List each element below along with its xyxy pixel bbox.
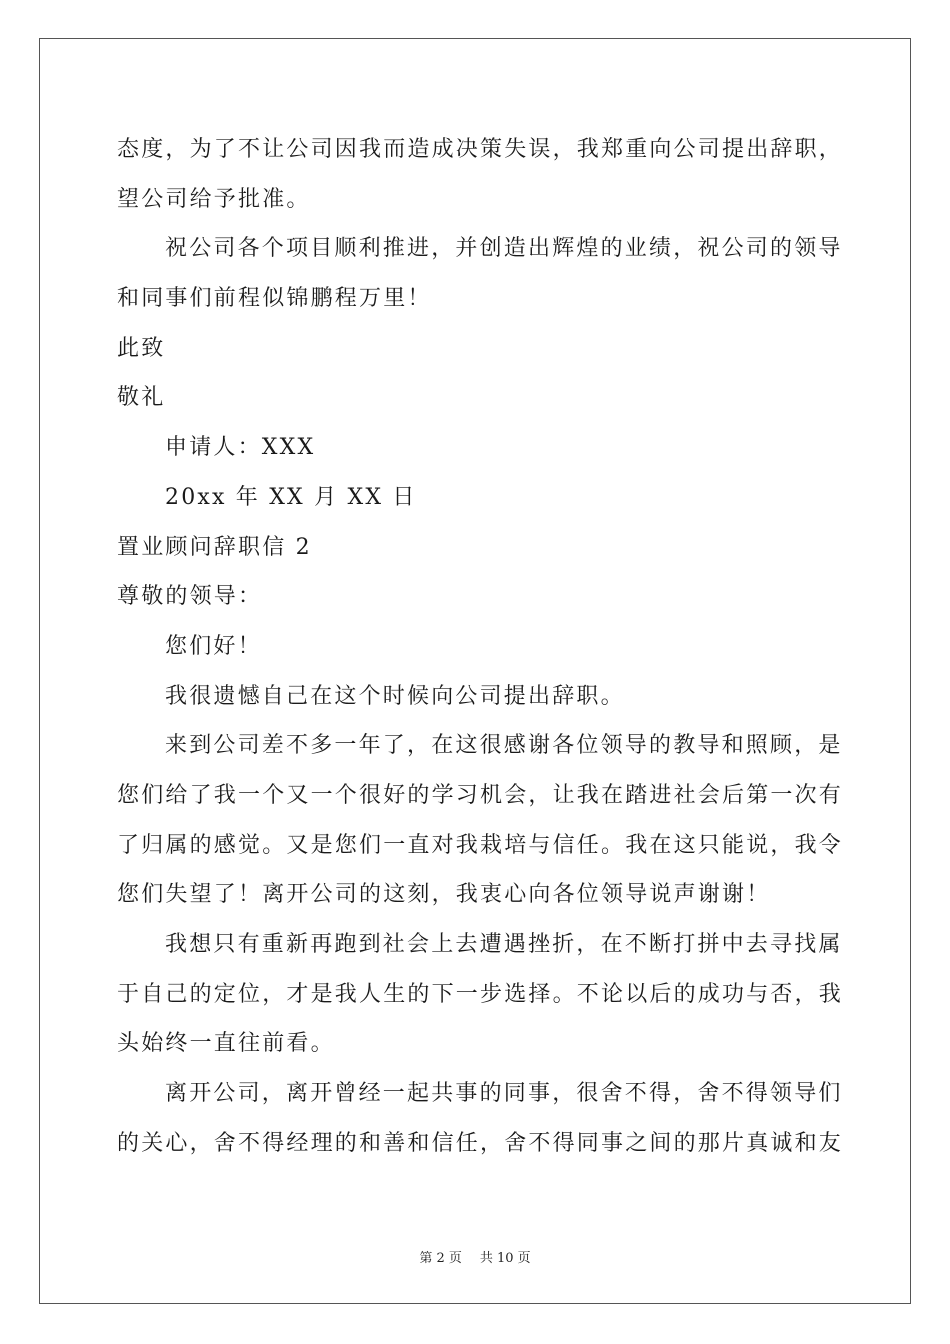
applicant-signature: 申请人：XXX: [165, 435, 316, 461]
page-number: 第 2 页: [419, 1251, 462, 1266]
text-line: 于自己的定位，才是我人生的下一步选择。不论以后的成功与否，我: [117, 981, 844, 1007]
section-title: 置业顾问辞职信 2: [117, 534, 312, 560]
text-line: 祝公司各个项目顺利推进，并创造出辉煌的业绩，祝公司的领导: [165, 236, 843, 262]
text-line: 了归属的感觉。又是您们一直对我栽培与信任。我在这只能说，我令: [117, 832, 844, 858]
greeting: 尊敬的领导：: [117, 584, 263, 610]
text-line: 和同事们前程似锦鹏程万里！: [117, 286, 432, 312]
text-line: 来到公司差不多一年了，在这很感谢各位领导的教导和照顾，是: [165, 733, 843, 759]
page-total: 共 10 页: [479, 1251, 531, 1266]
text-line: 您们失望了！离开公司的这刻，我衷心向各位领导说声谢谢！: [117, 882, 771, 908]
text-line: 望公司给予批准。: [117, 186, 311, 212]
document-body: [117, 125, 844, 1168]
closing-salutation: 此致: [117, 335, 166, 361]
page-footer: [0, 1247, 950, 1266]
text-line: 的关心，舍不得经理的和善和信任，舍不得同事之间的那片真诚和友: [117, 1130, 844, 1156]
text-line: 您们给了我一个又一个很好的学习机会，让我在踏进社会后第一次有: [117, 782, 844, 808]
letter-date: 20xx 年 XX 月 XX 日: [165, 484, 417, 510]
text-line: 我想只有重新再跑到社会上去遭遇挫折，在不断打拼中去寻找属: [165, 932, 843, 957]
text-line: 我很遗憾自己在这个时候向公司提出辞职。: [165, 683, 625, 709]
text-line: 您们好！: [165, 633, 262, 659]
text-line: 离开公司，离开曾经一起共事的同事，很舍不得，舍不得领导们: [165, 1081, 843, 1107]
text-line: 头始终一直往前看。: [117, 1031, 335, 1057]
closing-regards: 敬礼: [117, 385, 166, 411]
text-line: 态度，为了不让公司因我而造成决策失误，我郑重向公司提出辞职，: [117, 137, 844, 162]
